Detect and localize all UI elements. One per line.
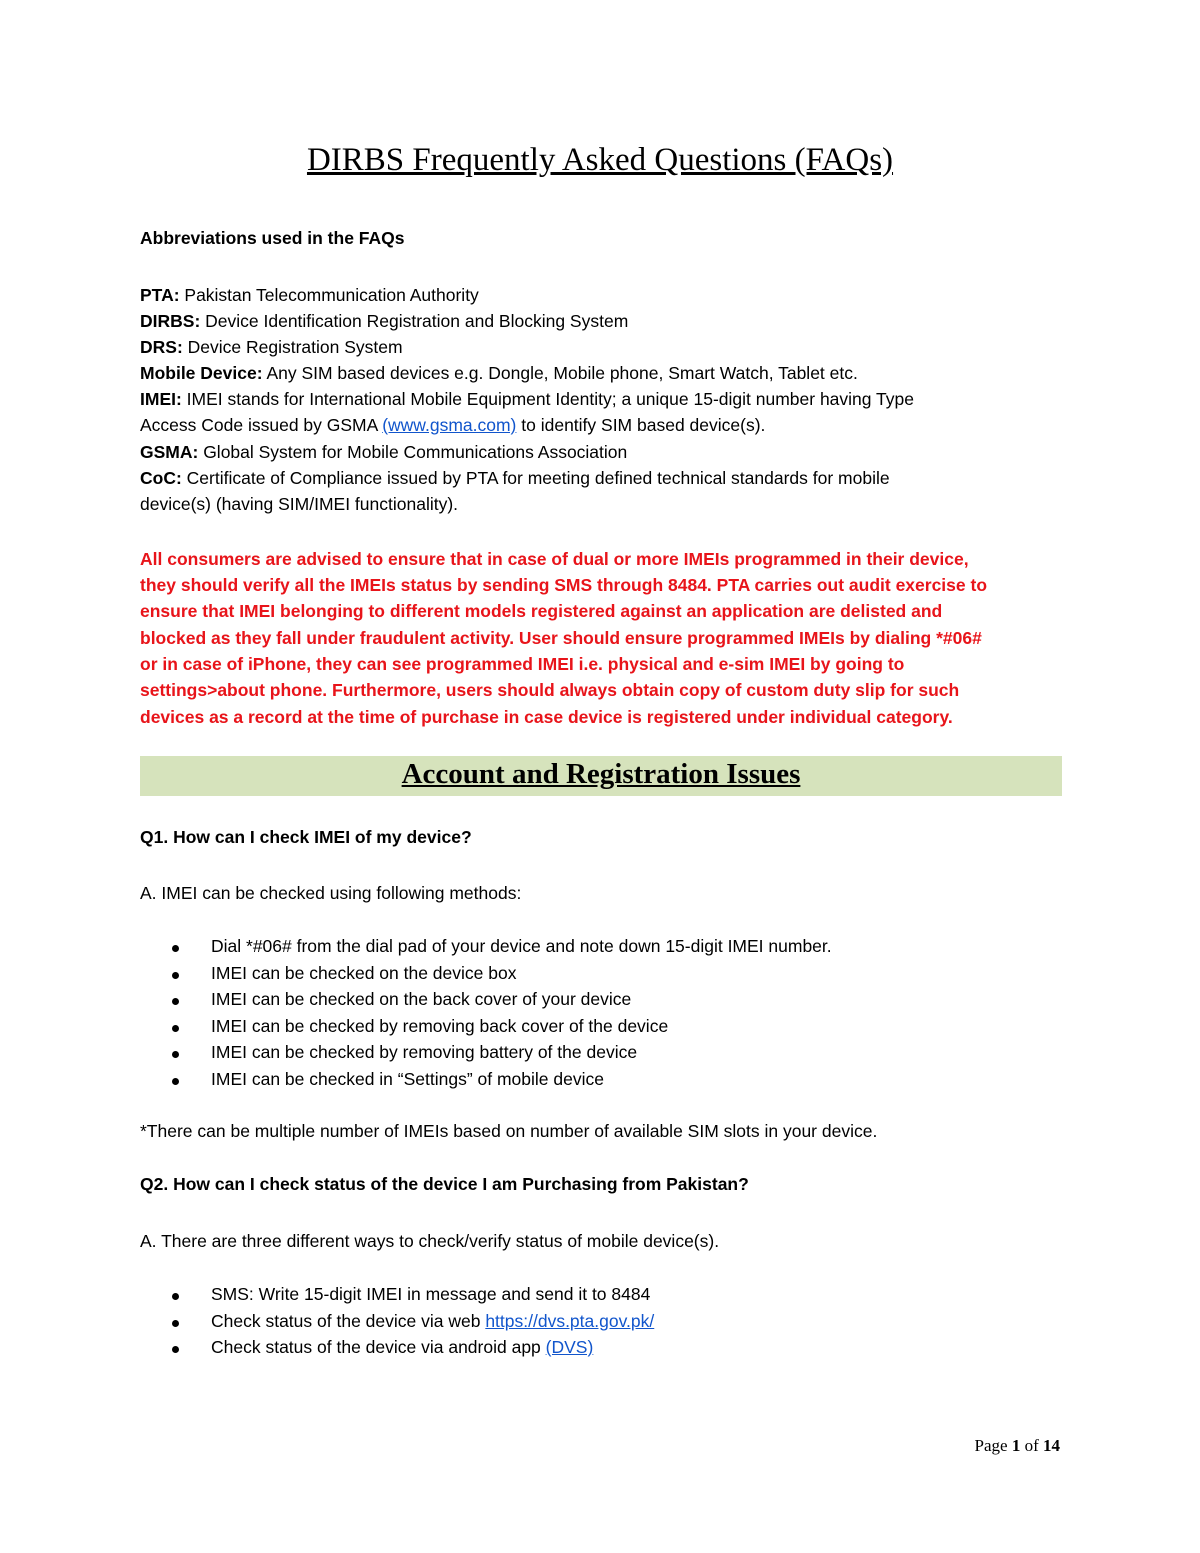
abbr-term: IMEI:	[140, 389, 182, 409]
q1-note: *There can be multiple number of IMEIs based on number of available SIM slots in your device.	[140, 1121, 878, 1141]
abbr-term: Mobile Device:	[140, 363, 263, 383]
q1-bullet-list	[166, 936, 832, 1095]
dvs-web-link[interactable]: https://dvs.pta.gov.pk/	[485, 1310, 655, 1331]
notice-line: settings>about phone. Furthermore, users should always obtain copy of custom duty slip for such	[140, 680, 960, 700]
answer-1	[140, 883, 521, 904]
abbr-coc-continued: device(s) (having SIM/IMEI functionality).	[140, 494, 459, 514]
notice-line: or in case of iPhone, they can see programmed IMEI i.e. physical and e-sim IMEI by going to	[140, 654, 905, 674]
bullet-icon	[172, 1346, 179, 1353]
list-item-text: Dial *#06# from the dial pad of your device and note down 15-digit IMEI number.	[211, 936, 832, 956]
list-item-text: Check status of the device via web	[211, 1310, 486, 1331]
abbr-text: Global System for Mobile Communications Association	[198, 442, 628, 462]
list-item-text: SMS: Write 15-digit IMEI in message and send it to 8484	[211, 1284, 651, 1304]
abbr-pta	[140, 285, 479, 306]
notice-line: devices as a record at the time of purchase in case device is registered under individual category.	[140, 707, 953, 727]
abbr-text: Certificate of Compliance issued by PTA for meeting defined technical standards for mobile	[181, 468, 890, 488]
abbr-text: IMEI stands for International Mobile Equipment Identity; a unique 15-digit number having Type	[181, 389, 915, 409]
footer-page-number: 1	[1011, 1436, 1021, 1455]
list-item-text: IMEI can be checked in “Settings” of mobile device	[211, 1068, 604, 1089]
list-item	[166, 1042, 832, 1069]
list-item	[166, 1069, 832, 1096]
abbr-term: PTA:	[140, 285, 180, 305]
bullet-icon	[172, 998, 179, 1005]
list-item-text: Check status of the device via android app	[211, 1337, 546, 1357]
list-item	[166, 989, 832, 1016]
abbr-text: Any SIM based devices e.g. Dongle, Mobile phone, Smart Watch, Tablet etc.	[262, 363, 858, 383]
q2-bullet-list	[166, 1284, 654, 1364]
notice-line: ensure that IMEI belonging to different models registered against an application are delisted and	[140, 601, 943, 621]
abbr-imei	[140, 389, 914, 410]
notice-line: All consumers are advised to ensure that in case of dual or more IMEIs programmed in their device,	[140, 549, 969, 569]
list-item	[166, 1337, 654, 1364]
abbr-text: Device Registration System	[182, 337, 403, 357]
abbr-gsma	[140, 442, 627, 463]
answer-text: There are three different ways to check/verify status of mobile device(s).	[156, 1231, 720, 1251]
footer-total-pages: 14	[1043, 1436, 1060, 1455]
page-footer	[975, 1436, 1060, 1456]
answer-text: IMEI can be checked using following methods:	[156, 883, 522, 903]
abbr-term: CoC:	[140, 468, 182, 488]
list-item	[166, 1284, 654, 1311]
abbr-text: Device Identification Registration and Blocking System	[200, 311, 629, 331]
notice-line: they should verify all the IMEIs status by sending SMS through 8484. PTA carries out audit exercise to	[140, 575, 988, 595]
abbr-term: GSMA:	[140, 442, 199, 462]
abbr-term: DIRBS:	[140, 311, 201, 331]
abbr-text: Access Code issued by GSMA	[140, 415, 383, 435]
abbr-term: DRS:	[140, 337, 183, 357]
dvs-app-link[interactable]: (DVS)	[545, 1337, 594, 1357]
abbreviations-heading: Abbreviations used in the FAQs	[140, 228, 405, 248]
bullet-icon	[172, 1320, 179, 1327]
answer-label: A.	[140, 883, 157, 903]
list-item	[166, 1311, 654, 1338]
abbr-text: Pakistan Telecommunication Authority	[179, 285, 479, 305]
bullet-icon	[172, 945, 179, 952]
list-item	[166, 963, 832, 990]
list-item-text: IMEI can be checked on the device box	[211, 962, 517, 983]
bullet-icon	[172, 1293, 179, 1300]
section-title: Account and Registration Issues	[401, 758, 801, 790]
answer-2	[140, 1231, 719, 1252]
list-item-text: IMEI can be checked by removing back cover of the device	[211, 1015, 669, 1036]
bullet-icon	[172, 1025, 179, 1032]
list-item-text: IMEI can be checked on the back cover of your device	[211, 989, 632, 1009]
abbr-drs	[140, 337, 403, 358]
list-item-text: IMEI can be checked by removing battery of the device	[211, 1042, 638, 1062]
question-1: Q1. How can I check IMEI of my device?	[140, 827, 472, 847]
bullet-icon	[172, 972, 179, 979]
abbr-dirbs	[140, 311, 628, 332]
footer-of-word: of	[1020, 1436, 1043, 1455]
footer-page-word: Page	[974, 1436, 1012, 1455]
notice-line: blocked as they fall under fraudulent activity. User should ensure programmed IMEIs by dialing *#06#	[140, 628, 982, 648]
abbr-coc	[140, 468, 890, 489]
bullet-icon	[172, 1051, 179, 1058]
abbr-text: to identify SIM based device(s).	[516, 415, 766, 435]
abbr-imei-continued	[140, 415, 765, 436]
abbr-mobile-device	[140, 363, 858, 384]
bullet-icon	[172, 1078, 179, 1085]
page-title: DIRBS Frequently Asked Questions (FAQs)	[306, 142, 894, 178]
gsma-link[interactable]: (www.gsma.com)	[382, 415, 517, 435]
question-2: Q2. How can I check status of the device I am Purchasing from Pakistan?	[140, 1174, 749, 1194]
list-item	[166, 1016, 832, 1043]
list-item	[166, 936, 832, 963]
answer-label: A.	[140, 1231, 157, 1251]
